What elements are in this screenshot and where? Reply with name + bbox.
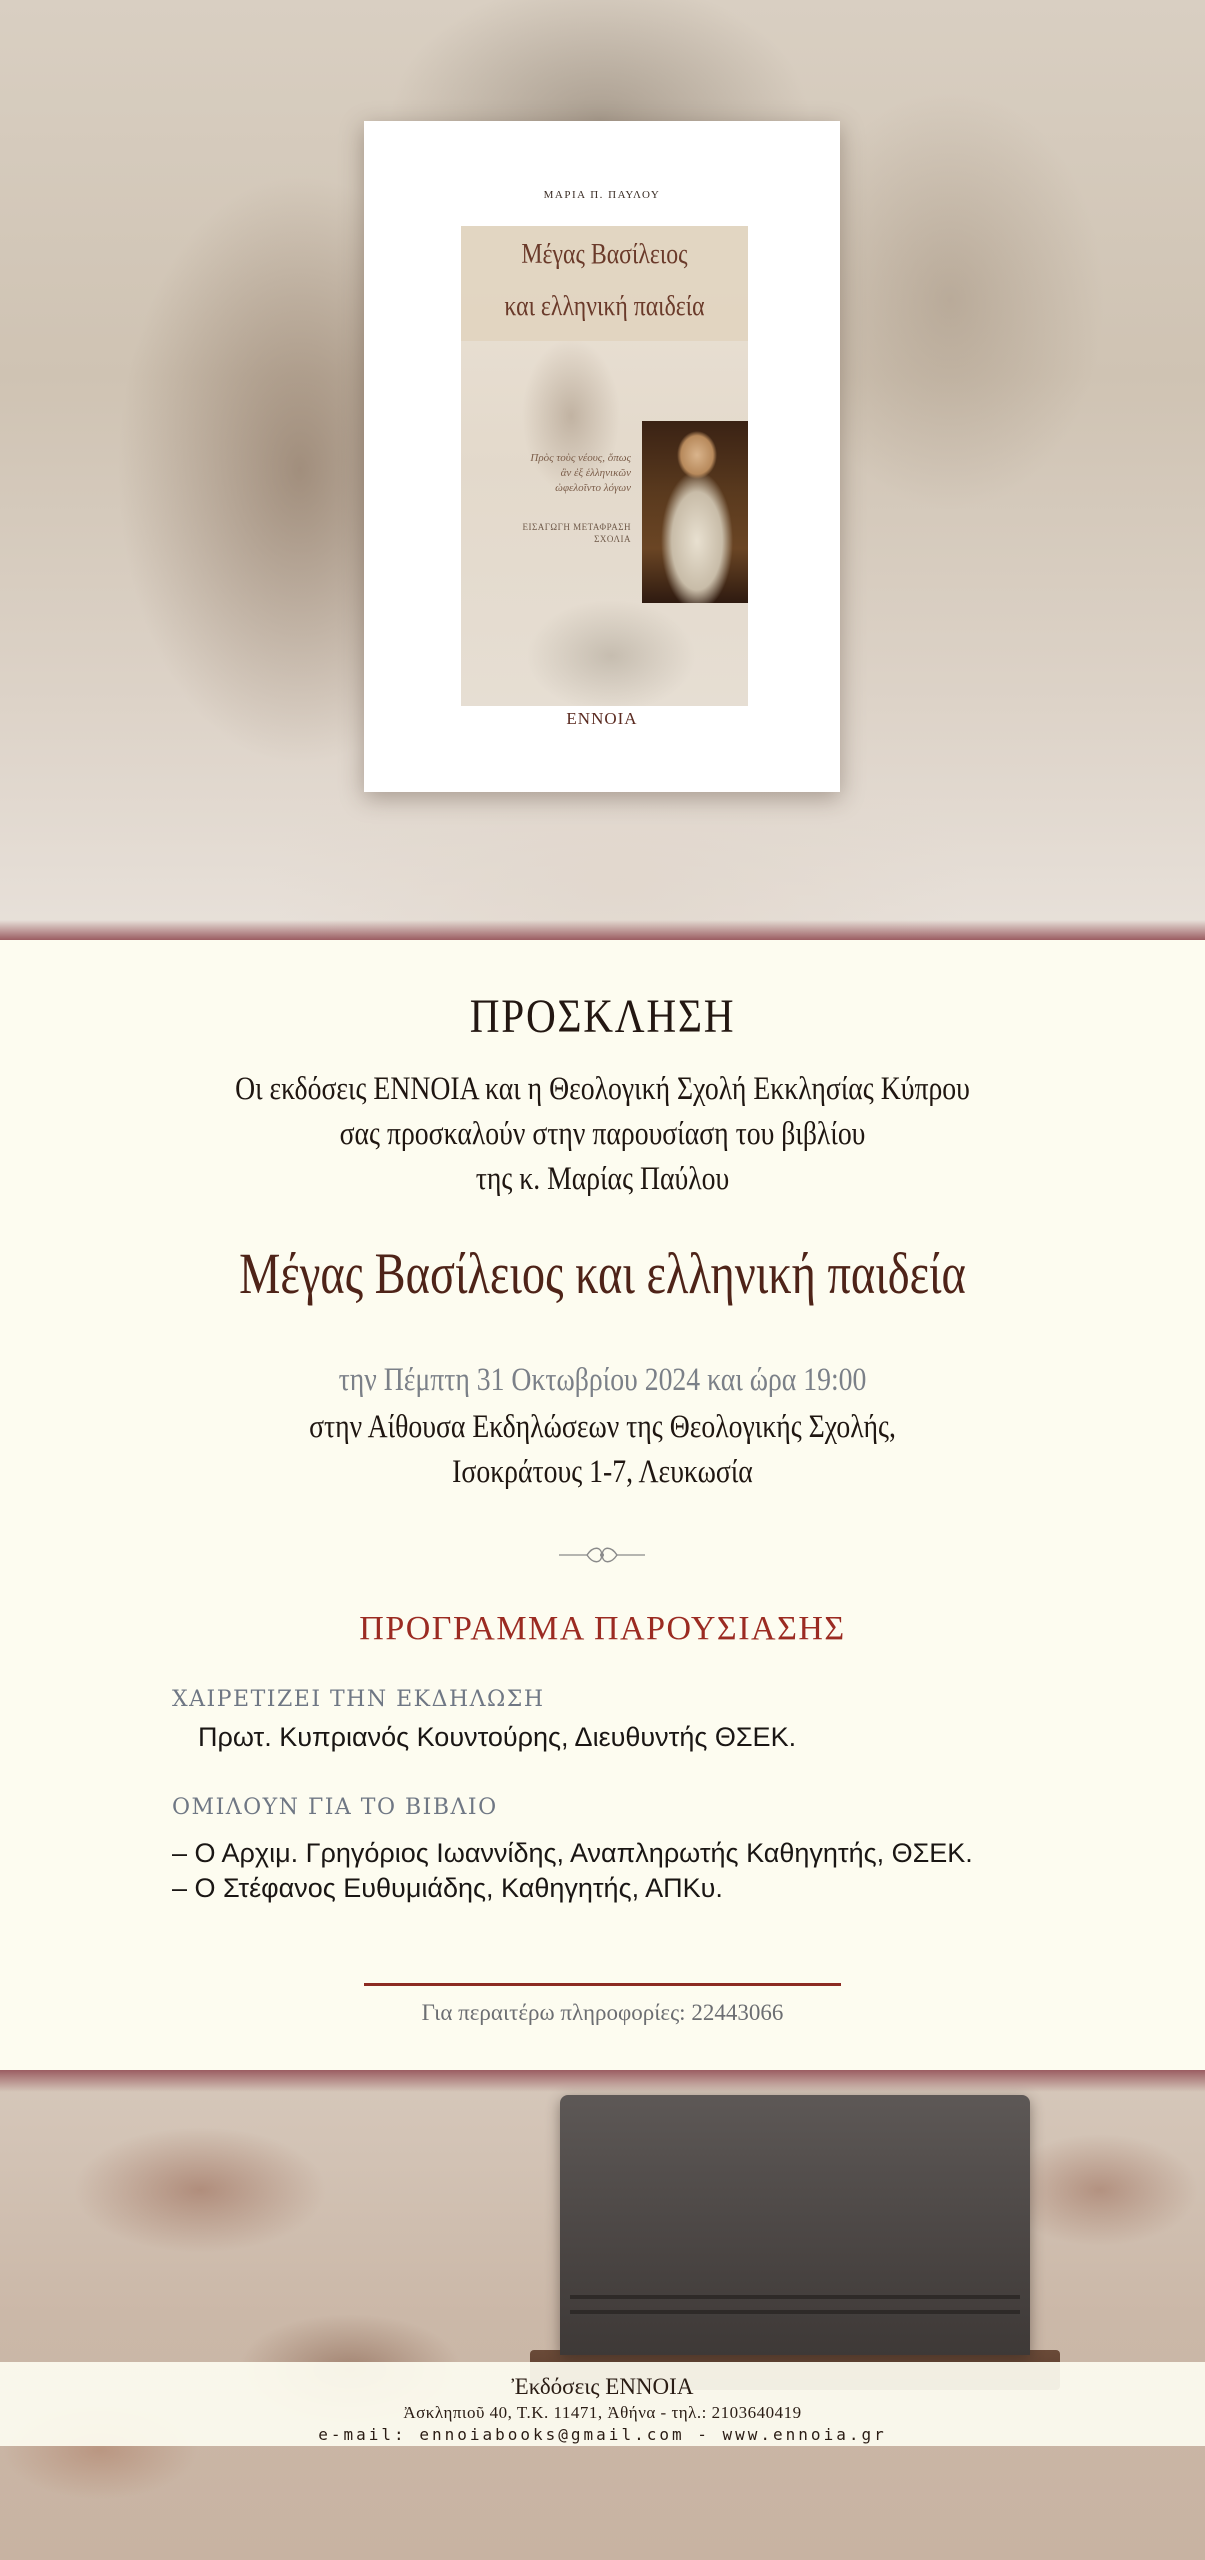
- footer-contact-strip: [0, 2362, 1205, 2446]
- hero-divider-band: [0, 920, 1205, 940]
- saint-icon-painting: [642, 421, 748, 603]
- hero-background: [0, 0, 1205, 940]
- invitation-panel: [0, 940, 1205, 2070]
- invitation-title: ΠΡΟΣΚΛΗΣΗ: [469, 990, 736, 1043]
- program-title: ΠΡΟΓΡΑΜΜΑ ΠΑΡΟΥΣΙΑΣΗΣ: [359, 1610, 846, 1647]
- cover-author: ΜΑΡΙΑ Π. ΠΑΥΛΟΥ: [543, 189, 661, 201]
- publisher-address: Ἀσκληπιοῦ 40, Τ.Κ. 11471, Ἀθήνα - τηλ.: 2103640419: [403, 2403, 802, 2422]
- book-cover: [364, 121, 840, 792]
- book-spine-band: [570, 2310, 1020, 2314]
- old-book-image: [560, 2095, 1030, 2355]
- cover-title-line1: Μέγας Βασίλειος: [521, 238, 688, 270]
- intro-line-2: σας προσκαλούν στην παρουσίαση του βιβλίου: [339, 1116, 866, 1152]
- book-title: Μέγας Βασίλειος και ελληνική παιδεία: [239, 1241, 966, 1306]
- speaker-2: – Ο Στέφανος Ευθυμιάδης, Καθηγητής, ΑΠΚυ.: [172, 1873, 723, 1903]
- cover-title-box: [461, 226, 748, 341]
- intro-line-3: της κ. Μαρίας Παύλου: [475, 1161, 730, 1197]
- cover-sections: ΕΙΣΑΓΩΓΗ ΜΕΤΑΦΡΑΣΗ ΣΧΟΛΙΑ: [522, 522, 631, 544]
- speakers-label: ΟΜΙΛΟΥΝ ΓΙΑ ΤΟ ΒΙΒΛΙΟ: [172, 1795, 498, 1820]
- greeting-label: ΧΑΙΡΕΤΙΖΕΙ ΤΗΝ ΕΚΔΗΛΩΣΗ: [172, 1687, 545, 1712]
- cover-publisher: ΕΝΝΟΙΑ: [566, 709, 638, 728]
- flourish-ornament-icon: [557, 1542, 647, 1568]
- publisher-contact-web: e-mail: ennoiabooks@gmail.com - www.ennoia.gr: [318, 2425, 887, 2444]
- footer-divider-band: [0, 2070, 1205, 2092]
- cover-title-line2: και ελληνική παιδεία: [504, 290, 705, 322]
- divider-line: [364, 1983, 841, 1986]
- footer-photo-background: [0, 2070, 1205, 2560]
- cover-subtitle: Πρὸς τοὺς νέους, ὅπως ἂν ἐξ ἑλληνικῶν ὠφελοῖντο λόγων: [530, 452, 631, 494]
- book-spine-band: [570, 2295, 1020, 2299]
- speaker-1: – Ο Αρχιμ. Γρηγόριος Ιωαννίδης, Αναπληρωτής Καθηγητής, ΘΣΕΚ.: [172, 1838, 973, 1868]
- venue-line-2: Ισοκράτους 1-7, Λευκωσία: [452, 1454, 753, 1490]
- venue-line-1: στην Αίθουσα Εκδηλώσεων της Θεολογικής Σχολής,: [309, 1409, 896, 1445]
- info-phone-line: Για περαιτέρω πληροφορίες: 22443066: [421, 2000, 784, 2025]
- greeting-person: Πρωτ. Κυπριανός Κουντούρης, Διευθυντής ΘΣΕΚ.: [198, 1722, 797, 1752]
- cover-artwork: [461, 226, 748, 706]
- intro-line-1: Οι εκδόσεις ΕΝΝΟΙΑ και η Θεολογική Σχολή Εκκλησίας Κύπρου: [235, 1071, 970, 1107]
- event-date: την Πέμπτη 31 Οκτωβρίου 2024 και ώρα 19:00: [338, 1362, 867, 1398]
- publisher-name: Ἐκδόσεις ΕΝΝΟΙΑ: [511, 2374, 694, 2399]
